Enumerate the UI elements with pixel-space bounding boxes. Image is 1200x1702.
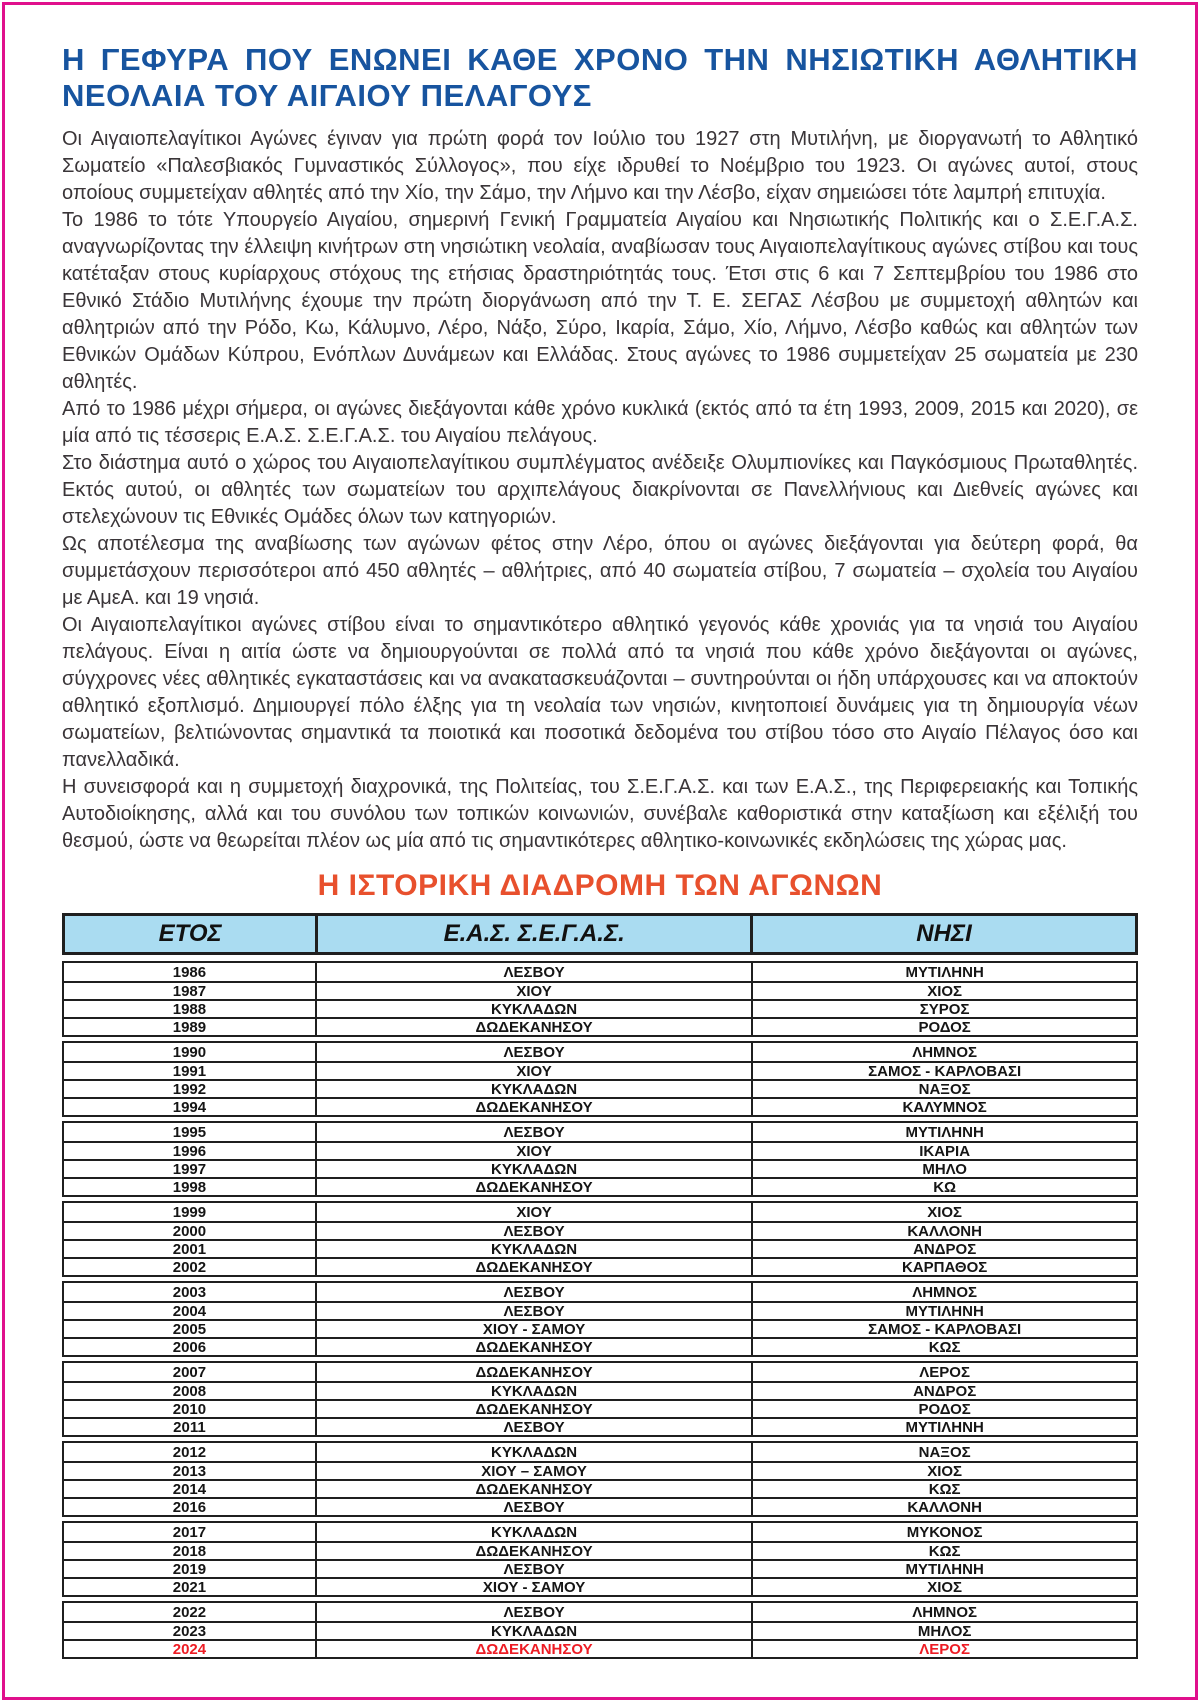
year-cell: 1989 bbox=[172, 1019, 207, 1035]
island-cell: ΙΚΑΡΙΑ bbox=[919, 1143, 971, 1159]
table-group bbox=[62, 1121, 1138, 1197]
year-cell: 2003 bbox=[172, 1283, 207, 1301]
island-cell: ΜΥΚΟΝΟΣ bbox=[906, 1523, 983, 1541]
table-header-year: ΕΤΟΣ bbox=[158, 920, 222, 947]
year-cell: 2007 bbox=[172, 1363, 207, 1381]
table-group bbox=[62, 1521, 1138, 1597]
table-row bbox=[64, 1417, 1136, 1435]
table-row bbox=[64, 1363, 1136, 1381]
year-cell: 2001 bbox=[172, 1241, 207, 1257]
island-cell: ΜΥΤΙΛΗΝΗ bbox=[905, 1561, 984, 1577]
island-cell: ΜΥΤΙΛΗΝΗ bbox=[905, 1419, 984, 1435]
island-cell: ΜΗΛΟ bbox=[922, 1161, 967, 1177]
eas-cell: ΛΕΣΒΟΥ bbox=[315, 1603, 753, 1621]
island-cell: ΧΙΟΣ bbox=[927, 1203, 963, 1221]
table-row bbox=[64, 1319, 1136, 1337]
year-cell: 2002 bbox=[172, 1259, 207, 1275]
table-row bbox=[64, 1257, 1136, 1275]
eas-cell: ΚΥΚΛΑΔΩΝ bbox=[315, 1623, 753, 1639]
year-cell: 2013 bbox=[172, 1463, 207, 1479]
table-header-island: ΝΗΣΙ bbox=[916, 920, 972, 947]
eas-cell: ΧΙΟΥ - ΣΑΜΟΥ bbox=[315, 1321, 753, 1337]
table-row bbox=[64, 1097, 1136, 1115]
year-cell: 2012 bbox=[172, 1443, 207, 1461]
island-cell: ΚΑΡΠΑΘΟΣ bbox=[902, 1259, 988, 1275]
eas-cell: ΚΥΚΛΑΔΩΝ bbox=[315, 1001, 753, 1017]
table-row bbox=[64, 1479, 1136, 1497]
table-header-row bbox=[62, 913, 1138, 955]
year-cell: 2022 bbox=[172, 1603, 207, 1621]
island-cell: ΚΩ bbox=[933, 1179, 957, 1195]
page-title-line-2: ΝΕΟΛΑΙΑ ΤΟΥ ΑΙΓΑΙΟΥ ΠΕΛΑΓΟΥΣ bbox=[62, 78, 592, 113]
year-cell: 2017 bbox=[172, 1523, 207, 1541]
table-row bbox=[64, 1079, 1136, 1097]
eas-cell: ΔΩΔΕΚΑΝΗΣΟΥ bbox=[315, 1543, 753, 1559]
eas-cell: ΚΥΚΛΑΔΩΝ bbox=[315, 1443, 753, 1461]
year-cell: 2006 bbox=[172, 1339, 207, 1355]
table-row bbox=[64, 1159, 1136, 1177]
year-cell: 1990 bbox=[172, 1043, 207, 1061]
table-row bbox=[64, 999, 1136, 1017]
table-row bbox=[64, 1577, 1136, 1595]
island-cell: ΣΑΜΟΣ - ΚΑΡΛΟΒΑΣΙ bbox=[868, 1321, 1022, 1337]
page-title bbox=[62, 42, 1138, 114]
island-cell: ΜΗΛΟΣ bbox=[917, 1623, 972, 1639]
eas-cell: ΔΩΔΕΚΑΝΗΣΟΥ bbox=[315, 1259, 753, 1275]
eas-cell: ΚΥΚΛΑΔΩΝ bbox=[315, 1241, 753, 1257]
eas-cell: ΔΩΔΕΚΑΝΗΣΟΥ bbox=[315, 1641, 753, 1657]
table-row bbox=[64, 1603, 1136, 1621]
year-cell: 2016 bbox=[172, 1499, 207, 1515]
eas-cell: ΔΩΔΕΚΑΝΗΣΟΥ bbox=[315, 1481, 753, 1497]
eas-cell: ΚΥΚΛΑΔΩΝ bbox=[315, 1383, 753, 1399]
year-cell: 1986 bbox=[172, 963, 207, 981]
year-cell: 1994 bbox=[172, 1099, 207, 1115]
year-cell: 2023 bbox=[172, 1623, 207, 1639]
island-cell: ΡΟΔΟΣ bbox=[918, 1019, 971, 1035]
eas-cell: ΧΙΟΥ bbox=[315, 1143, 753, 1159]
paragraph: Οι Αιγαιοπελαγίτικοι Αγώνες έγιναν για πρώτη φορά τον Ιούλιο του 1927 στη Μυτιλήνη, με διοργανωτή το Αθλητικό Σωματείο «Παλεσβιακός Γυμναστικός Σύλλογος», που είχε ιδρυθεί το Νοέμβριο του 1923. Οι αγώνες αυτοί, στους οποίους συμμετείχαν αθλητές από την Χίο, την Σάμο, την Λήμνο και την Λέσβο, είχαν σημειώσει τότε λαμπρή επιτυχία. bbox=[62, 128, 1138, 204]
table-row bbox=[64, 981, 1136, 999]
table-group bbox=[62, 1361, 1138, 1437]
table-row bbox=[64, 1017, 1136, 1035]
year-cell: 2018 bbox=[172, 1543, 207, 1559]
table-row bbox=[64, 1639, 1136, 1657]
island-cell: ΣΑΜΟΣ - ΚΑΡΛΟΒΑΣΙ bbox=[868, 1063, 1022, 1079]
table-row bbox=[64, 1123, 1136, 1141]
table-header-eas: Ε.Α.Σ. Σ.Ε.Γ.Α.Σ. bbox=[315, 916, 753, 952]
table-row bbox=[64, 1461, 1136, 1479]
island-cell: ΚΩΣ bbox=[928, 1481, 961, 1497]
island-cell: ΚΩΣ bbox=[928, 1339, 961, 1355]
island-cell: ΜΥΤΙΛΗΝΗ bbox=[905, 1123, 984, 1141]
year-cell: 2000 bbox=[172, 1223, 207, 1239]
island-cell: ΝΑΞΟΣ bbox=[918, 1443, 971, 1461]
year-cell: 2014 bbox=[172, 1481, 207, 1497]
year-cell: 1991 bbox=[172, 1063, 207, 1079]
eas-cell: ΧΙΟΥ bbox=[315, 1203, 753, 1221]
island-cell: ΚΑΛΥΜΝΟΣ bbox=[902, 1099, 987, 1115]
table-row bbox=[64, 1203, 1136, 1221]
island-cell: ΣΥΡΟΣ bbox=[919, 1001, 970, 1017]
table-row bbox=[64, 1301, 1136, 1319]
eas-cell: ΛΕΣΒΟΥ bbox=[315, 1283, 753, 1301]
eas-cell: ΔΩΔΕΚΑΝΗΣΟΥ bbox=[315, 1179, 753, 1195]
year-cell: 2024 bbox=[172, 1641, 207, 1657]
year-cell: 2019 bbox=[172, 1561, 207, 1577]
island-cell: ΝΑΞΟΣ bbox=[918, 1081, 971, 1097]
table-row bbox=[64, 1043, 1136, 1061]
year-cell: 2010 bbox=[172, 1401, 207, 1417]
year-cell: 2008 bbox=[172, 1383, 207, 1399]
year-cell: 2005 bbox=[172, 1321, 207, 1337]
eas-cell: ΛΕΣΒΟΥ bbox=[315, 963, 753, 981]
island-cell: ΚΑΛΛΟΝΗ bbox=[907, 1223, 982, 1239]
eas-cell: ΔΩΔΕΚΑΝΗΣΟΥ bbox=[315, 1339, 753, 1355]
year-cell: 1999 bbox=[172, 1203, 207, 1221]
island-cell: ΛΗΜΝΟΣ bbox=[912, 1603, 978, 1621]
eas-cell: ΛΕΣΒΟΥ bbox=[315, 1303, 753, 1319]
island-cell: ΡΟΔΟΣ bbox=[918, 1401, 971, 1417]
island-cell: ΑΝΔΡΟΣ bbox=[913, 1241, 977, 1257]
eas-cell: ΧΙΟΥ - ΣΑΜΟΥ bbox=[315, 1579, 753, 1595]
year-cell: 1996 bbox=[172, 1143, 207, 1159]
table-group bbox=[62, 961, 1138, 1037]
table-group bbox=[62, 1201, 1138, 1277]
island-cell: ΛΕΡΟΣ bbox=[919, 1641, 970, 1657]
paragraph: Το 1986 το τότε Υπουργείο Αιγαίου, σημερινή Γενική Γραμματεία Αιγαίου και Νησιωτικής Πολιτικής και ο Σ.Ε.Γ.Α.Σ. αναγνωρίζοντας την έλλειψη κινήτρων στη νησιώτικη νεολαία, αναβίωσαν τους Αιγαιοπελαγίτικους αγώνες στίβου και τους κατέταξαν στους κυρίαρχους στόχους της ετήσιας δραστηριότητάς τους. Έτσι στις 6 και 7 Σεπτεμβρίου του 1986 στο Εθνικό Στάδιο Μυτιλήνης έχουμε την πρώτη διοργάνωση από την Τ. Ε. ΣΕΓΑΣ Λέσβου με συμμετοχή αθλητών και αθλητριών από την Ρόδο, Κω, Κάλυμνο, Λέρο, Νάξο, Σύρο, Ικαρία, Σάμο, Χίο, Λήμνο, Λέσβο καθώς και αθλητών των Εθνικών Ομάδων Κύπρου, Ενόπλων Δυνάμεων και Ελλάδας. Στους αγώνες το 1986 συμμετείχαν 25 σωματεία με 230 αθλητές. bbox=[62, 209, 1138, 393]
article-body bbox=[62, 126, 1138, 855]
island-cell: ΛΗΜΝΟΣ bbox=[912, 1283, 978, 1301]
table-row bbox=[64, 1497, 1136, 1515]
table-row bbox=[64, 1559, 1136, 1577]
table-row bbox=[64, 1283, 1136, 1301]
paragraph: Ως αποτέλεσμα της αναβίωσης των αγώνων φέτος στην Λέρο, όπου οι αγώνες διεξάγονται για δεύτερη φορά, θα συμμετάσχουν περισσότεροι από 450 αθλητές – αθλήτριες, από 40 σωματεία στίβου, 7 σωματεία – σχολεία του Αιγαίου με ΑμεΑ. και 19 νησιά. bbox=[62, 533, 1138, 609]
year-cell: 1998 bbox=[172, 1179, 207, 1195]
table-body bbox=[62, 961, 1138, 1659]
year-cell: 2004 bbox=[172, 1303, 207, 1319]
table-row bbox=[64, 1141, 1136, 1159]
section-heading: Η ΙΣΤΟΡΙΚΗ ΔΙΑΔΡΟΜΗ ΤΩΝ ΑΓΩΝΩΝ bbox=[317, 869, 883, 902]
table-row bbox=[64, 1177, 1136, 1195]
table-group bbox=[62, 1601, 1138, 1659]
table-row bbox=[64, 1523, 1136, 1541]
year-cell: 1992 bbox=[172, 1081, 207, 1097]
eas-cell: ΛΕΣΒΟΥ bbox=[315, 1419, 753, 1435]
island-cell: ΛΗΜΝΟΣ bbox=[912, 1043, 978, 1061]
paragraph: Η συνεισφορά και η συμμετοχή διαχρονικά, της Πολιτείας, του Σ.Ε.Γ.Α.Σ. και των Ε.Α.Σ., της Περιφερειακής και Τοπικής Αυτοδιοίκησης, αλλά και του συνόλου των τοπικών κοινωνιών, συνέβαλε καθοριστικά στην καταξίωση και εξέλιξή του θεσμού, ώστε να θεωρείται πλέον ως μία από τις σημαντικότερες αθλητικο-κοινωνικές εκδηλώσεις της χώρας μας. bbox=[62, 776, 1138, 852]
island-cell: ΚΑΛΛΟΝΗ bbox=[907, 1499, 982, 1515]
table-row bbox=[64, 1381, 1136, 1399]
island-cell: ΧΙΟΣ bbox=[927, 1463, 963, 1479]
eas-cell: ΚΥΚΛΑΔΩΝ bbox=[315, 1161, 753, 1177]
year-cell: 1995 bbox=[172, 1123, 207, 1141]
eas-cell: ΧΙΟΥ bbox=[315, 983, 753, 999]
island-cell: ΜΥΤΙΛΗΝΗ bbox=[905, 1303, 984, 1319]
eas-cell: ΔΩΔΕΚΑΝΗΣΟΥ bbox=[315, 1019, 753, 1035]
eas-cell: ΛΕΣΒΟΥ bbox=[315, 1561, 753, 1577]
island-cell: ΧΙΟΣ bbox=[927, 1579, 963, 1595]
year-cell: 1997 bbox=[172, 1161, 207, 1177]
eas-cell: ΛΕΣΒΟΥ bbox=[315, 1499, 753, 1515]
table-row bbox=[64, 1337, 1136, 1355]
eas-cell: ΛΕΣΒΟΥ bbox=[315, 1123, 753, 1141]
table-row bbox=[64, 1061, 1136, 1079]
eas-cell: ΛΕΣΒΟΥ bbox=[315, 1043, 753, 1061]
table-row bbox=[64, 1221, 1136, 1239]
table-row bbox=[64, 1399, 1136, 1417]
table-row bbox=[64, 1443, 1136, 1461]
eas-cell: ΧΙΟΥ – ΣΑΜΟΥ bbox=[315, 1463, 753, 1479]
year-cell: 1988 bbox=[172, 1001, 207, 1017]
table-group bbox=[62, 1441, 1138, 1517]
paragraph: Οι Αιγαιοπελαγίτικοι αγώνες στίβου είναι το σημαντικότερο αθλητικό γεγονός κάθε χρονιάς για τα νησιά του Αιγαίου πελάγους. Είναι η αιτία ώστε να δημιουργούνται σε πολλά από τα νησιά που κάθε χρόνο διεξάγονται οι αγώνες, σύγχρονες νέες αθλητικές εγκαταστάσεις και να ανακατασκευάζονται – συντηρούνται οι ήδη υπάρχουσες και να αποκτούν αθλητικό εξοπλισμό. Δημιουργεί πόλο έλξης για τη νεολαία των νησιών, κινητοποιεί δυνάμεις για τη δημιουργία νέων σωματείων, βελτιώνοντας σημαντικά τα ποιοτικά και ποσοτικά δεδομένα του στίβου τόσο στο Αιγαίο Πέλαγος όσο και πανελλαδικά. bbox=[62, 614, 1138, 771]
eas-cell: ΧΙΟΥ bbox=[315, 1063, 753, 1079]
eas-cell: ΔΩΔΕΚΑΝΗΣΟΥ bbox=[315, 1401, 753, 1417]
page-title-line-1: Η ΓΕΦΥΡΑ ΠΟΥ ΕΝΩΝΕΙ ΚΑΘΕ ΧΡΟΝΟ ΤΗΝ ΝΗΣΙΩΤΙΚΗ ΑΘΛΗΤΙΚΗ bbox=[62, 42, 1138, 77]
year-cell: 2021 bbox=[172, 1579, 207, 1595]
table-row bbox=[64, 1621, 1136, 1639]
table-row bbox=[64, 1239, 1136, 1257]
year-cell: 2011 bbox=[173, 1419, 206, 1435]
eas-cell: ΔΩΔΕΚΑΝΗΣΟΥ bbox=[315, 1363, 753, 1381]
table-group bbox=[62, 1041, 1138, 1117]
island-cell: ΑΝΔΡΟΣ bbox=[913, 1383, 977, 1399]
history-table bbox=[62, 913, 1138, 1659]
eas-cell: ΛΕΣΒΟΥ bbox=[315, 1223, 753, 1239]
island-cell: ΜΥΤΙΛΗΝΗ bbox=[905, 963, 984, 981]
eas-cell: ΚΥΚΛΑΔΩΝ bbox=[315, 1523, 753, 1541]
island-cell: ΚΩΣ bbox=[928, 1543, 961, 1559]
paragraph: Από το 1986 μέχρι σήμερα, οι αγώνες διεξάγονται κάθε χρόνο κυκλικά (εκτός από τα έτη 1993, 2009, 2015 και 2020), σε μία από τις τέσσερις Ε.Α.Σ. Σ.Ε.Γ.Α.Σ. του Αιγαίου πελάγους. bbox=[62, 398, 1138, 447]
island-cell: ΧΙΟΣ bbox=[927, 983, 963, 999]
year-cell: 1987 bbox=[172, 983, 207, 999]
eas-cell: ΔΩΔΕΚΑΝΗΣΟΥ bbox=[315, 1099, 753, 1115]
eas-cell: ΚΥΚΛΑΔΩΝ bbox=[315, 1081, 753, 1097]
table-row bbox=[64, 963, 1136, 981]
table-row bbox=[64, 1541, 1136, 1559]
paragraph: Στο διάστημα αυτό ο χώρος του Αιγαιοπελαγίτικου συμπλέγματος ανέδειξε Ολυμπιονίκες και Παγκόσμιους Πρωταθλητές. Εκτός αυτού, οι αθλητές των σωματείων του αρχιπελάγους διακρίνονται σε Πανελλήνιους και Διεθνείς αγώνες και στελεχώνουν τις Εθνικές Ομάδες όλων των κατηγοριών. bbox=[62, 452, 1138, 528]
island-cell: ΛΕΡΟΣ bbox=[919, 1363, 970, 1381]
table-group bbox=[62, 1281, 1138, 1357]
